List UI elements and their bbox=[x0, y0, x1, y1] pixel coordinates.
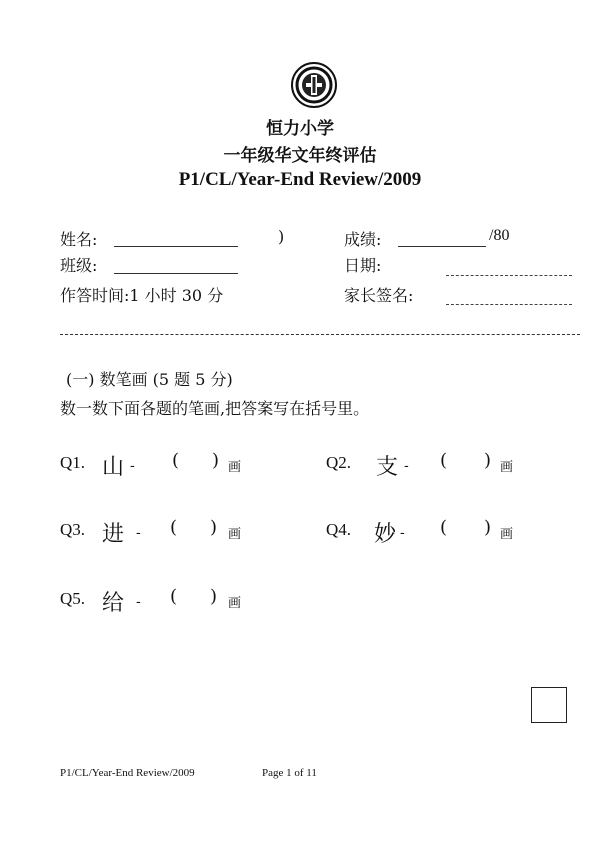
dash-mark: - bbox=[136, 525, 141, 541]
name-answer-line[interactable] bbox=[114, 246, 238, 247]
answer-blank[interactable] bbox=[450, 448, 480, 474]
answer-blank[interactable] bbox=[180, 584, 210, 610]
answer-blank[interactable] bbox=[450, 515, 480, 541]
question-character: 妙 bbox=[374, 522, 397, 547]
page-number: Page 1 of 11 bbox=[262, 767, 317, 779]
school-logo bbox=[291, 62, 337, 108]
stroke-unit: 画 bbox=[500, 527, 514, 542]
stroke-unit: 画 bbox=[228, 596, 242, 611]
class-answer-line[interactable] bbox=[114, 273, 238, 274]
stroke-unit: 画 bbox=[228, 527, 242, 542]
class-label: 班级: bbox=[60, 256, 98, 275]
score-total: /80 bbox=[489, 227, 510, 244]
section-divider bbox=[60, 334, 580, 335]
question-number: Q3. bbox=[60, 520, 86, 539]
answer-open-paren: ( bbox=[170, 586, 178, 607]
question-character: 山 bbox=[102, 455, 125, 480]
parent-sign-line[interactable] bbox=[446, 304, 572, 305]
question-number: Q2. bbox=[326, 453, 352, 472]
footer-code: P1/CL/Year-End Review/2009 bbox=[60, 767, 195, 779]
question-number: Q4. bbox=[326, 520, 352, 539]
dash-mark: - bbox=[136, 594, 141, 610]
question-character: 进 bbox=[102, 522, 125, 547]
answer-open-paren: ( bbox=[440, 450, 448, 471]
school-name: 恒力小学 bbox=[266, 119, 334, 139]
answer-close-paren: ) bbox=[484, 517, 492, 538]
answer-close-paren: ) bbox=[484, 450, 492, 471]
question-character: 给 bbox=[102, 591, 125, 616]
answer-close-paren: ) bbox=[212, 450, 220, 471]
date-answer-line[interactable] bbox=[446, 275, 572, 276]
parent-sign-label: 家长签名: bbox=[344, 286, 414, 305]
answer-blank[interactable] bbox=[180, 515, 210, 541]
section-title: (一) 数笔画 (5 题 5 分) bbox=[66, 370, 233, 389]
stroke-unit: 画 bbox=[228, 460, 242, 475]
answer-open-paren: ( bbox=[170, 517, 178, 538]
date-label: 日期: bbox=[344, 256, 382, 275]
answer-close-paren: ) bbox=[210, 517, 218, 538]
review-code: P1/CL/Year-End Review/2009 bbox=[178, 169, 422, 190]
answer-close-paren: ) bbox=[210, 586, 218, 607]
question-number: Q1. bbox=[60, 453, 86, 472]
assessment-title: 一年级华文年终评估 bbox=[223, 146, 377, 166]
answer-blank[interactable] bbox=[182, 448, 212, 474]
score-label: 成绩: bbox=[344, 230, 382, 249]
dash-mark: - bbox=[404, 458, 409, 474]
answer-open-paren: ( bbox=[172, 450, 180, 471]
section-instruction: 数一数下面各题的笔画,把答案写在括号里。 bbox=[60, 399, 370, 418]
stroke-unit: 画 bbox=[500, 460, 514, 475]
score-answer-line[interactable] bbox=[398, 246, 486, 247]
dash-mark: - bbox=[400, 525, 405, 541]
dash-mark: - bbox=[130, 458, 135, 474]
question-number: Q5. bbox=[60, 589, 86, 608]
time-label: 作答时间:1 小时 30 分 bbox=[60, 286, 224, 305]
name-label: 姓名: bbox=[60, 230, 98, 249]
name-close-paren: ) bbox=[278, 227, 285, 246]
question-character: 支 bbox=[376, 455, 399, 480]
score-box[interactable] bbox=[531, 687, 567, 723]
answer-open-paren: ( bbox=[440, 517, 448, 538]
